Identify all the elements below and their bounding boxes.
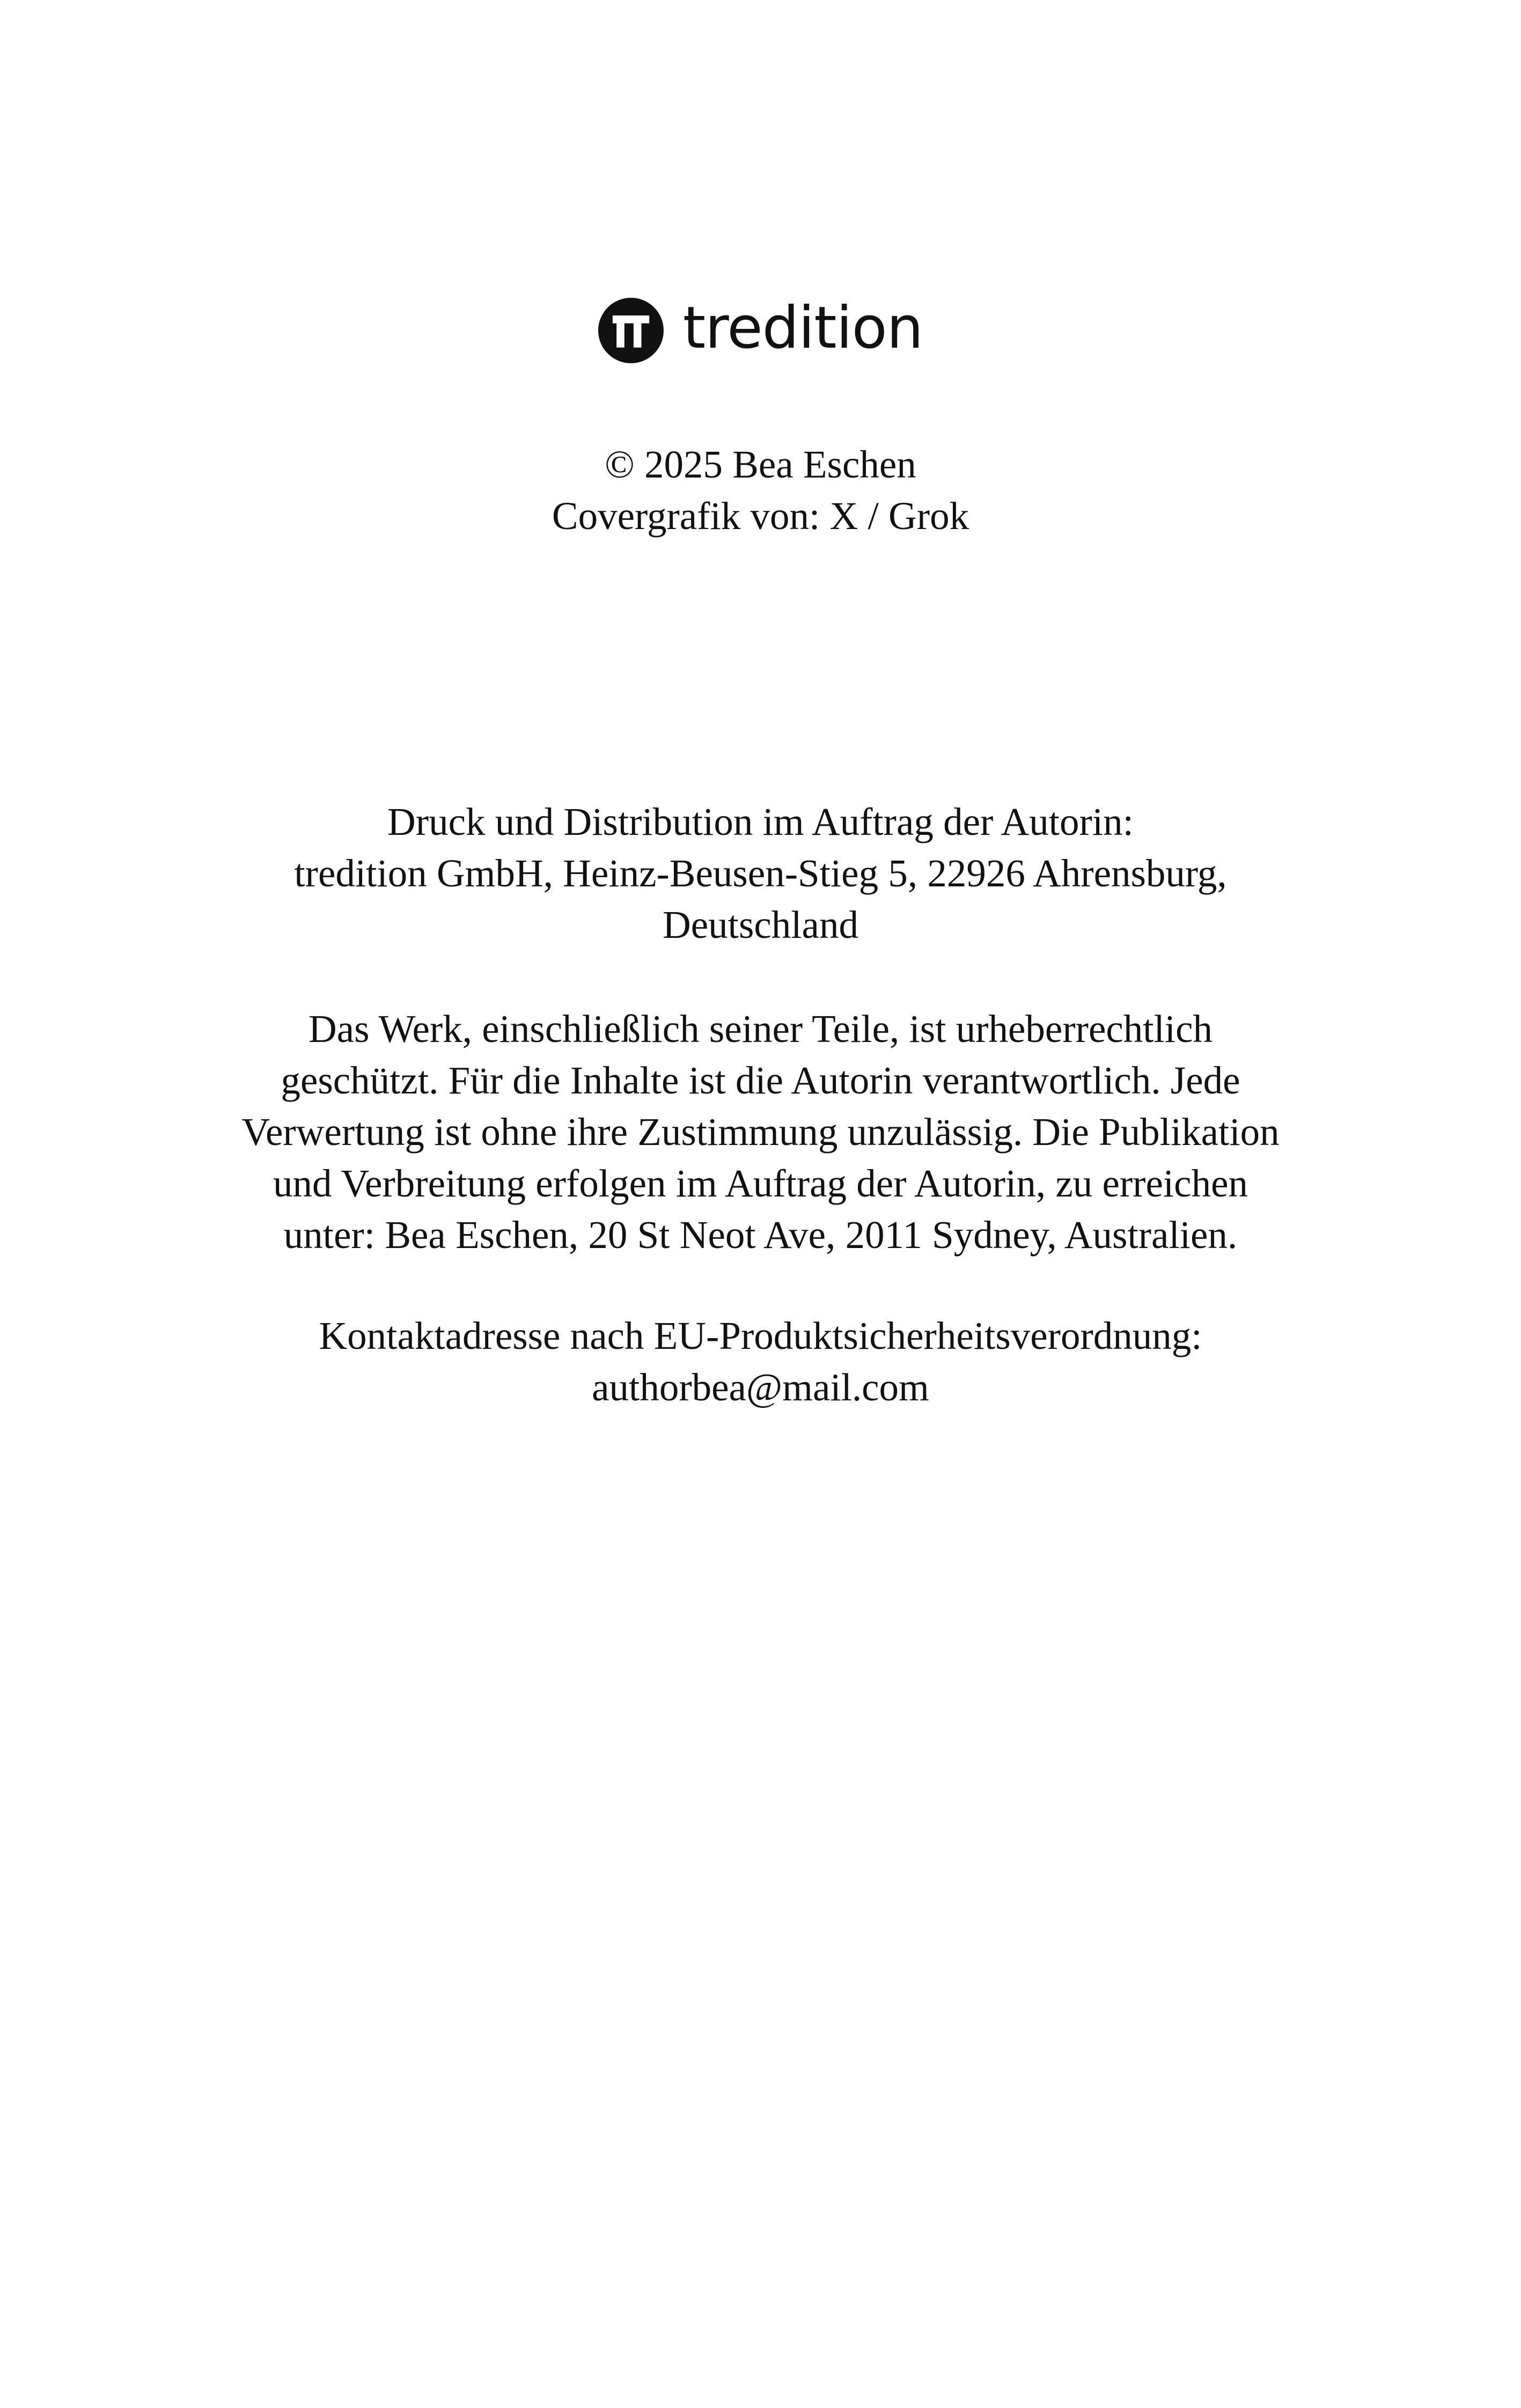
publisher-logo	[0, 295, 1521, 363]
contact-block	[0, 1310, 1521, 1413]
legal-notice-line: und Verbreitung erfolgen im Auftrag der Autorin, zu erreichen	[273, 1162, 1248, 1205]
legal-notice-line: geschützt. Für die Inhalte ist die Autorin verantwortlich. Jede	[281, 1059, 1240, 1102]
distribution-line: tredition GmbH, Heinz-Beusen-Stieg 5, 22926 Ahrensburg,	[294, 851, 1227, 895]
contact-label: Kontaktadresse nach EU-Produktsicherheitsverordnung:	[319, 1314, 1202, 1357]
distribution-line: Druck und Distribution im Auftrag der Autorin:	[387, 800, 1134, 843]
tredition-logo-icon	[598, 298, 664, 363]
legal-notice-line: unter: Bea Eschen, 20 St Neot Ave, 2011 Sydney, Australien.	[283, 1213, 1238, 1257]
distribution-block	[0, 796, 1521, 951]
publisher-logo-text: tredition	[682, 295, 923, 362]
distribution-line: Deutschland	[663, 903, 858, 946]
cover-credit: Covergrafik von: X / Grok	[552, 494, 969, 538]
legal-notice-block	[0, 1003, 1521, 1261]
legal-notice-line: Das Werk, einschließlich seiner Teile, ist urheberrechtlich	[308, 1007, 1213, 1051]
legal-notice-line: Verwertung ist ohne ihre Zustimmung unzulässig. Die Publikation	[241, 1110, 1280, 1154]
copyright-block	[0, 439, 1521, 542]
copyright-line: © 2025 Bea Eschen	[605, 443, 916, 486]
contact-email: authorbea@mail.com	[592, 1365, 929, 1409]
